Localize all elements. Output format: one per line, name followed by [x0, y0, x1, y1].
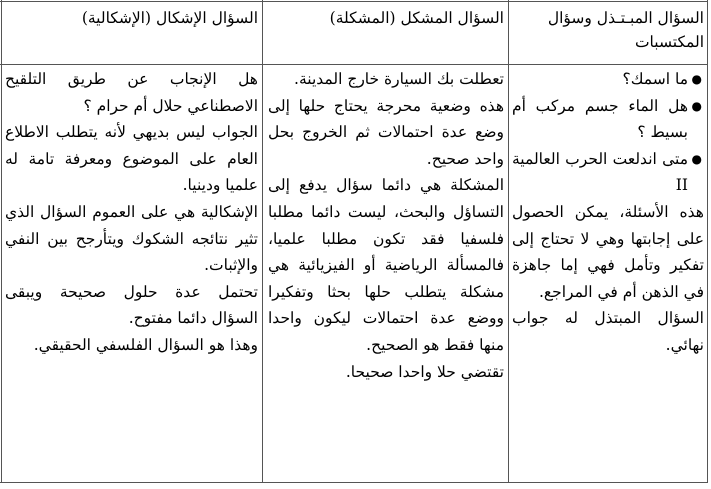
table-border-top [0, 1, 708, 2]
paragraph: المشكلة هي دائما سؤال يدفع إلى التساؤل والبحث، ليست دائما مطلبا فلسفيا فقد تكون مطلبا علميا، فالمسألة الرياضية أو الفيزيائية هي مشكلة يتطلب حلها بحثا وتفكيرا ووضع عدة احتمالات ليكون واحدا منها فقط هو الصحيح. [268, 176, 504, 354]
bullet-icon: ● [691, 98, 702, 113]
bullet-icon: ● [691, 151, 702, 166]
table-border-left [1, 0, 2, 483]
paragraph: هل الإنجاب عن طريق التلقيح الاصطناعي حلال أم حرام ؟ [5, 70, 258, 115]
table-border-bottom [0, 482, 708, 483]
list-item: ● متى اندلعت الحرب العالمية II [512, 146, 704, 199]
table-divider-left [262, 0, 263, 483]
header-problematic-question: السؤال الإشكال (الإشكالية) [81, 9, 258, 27]
paragraph: تحتمل عدة حلول صحيحة ويبقى السؤال دائما مفتوح. [5, 282, 258, 328]
header-problem-question: السؤال المشكل (المشكلة) [329, 9, 504, 27]
problem-question-cell [268, 66, 504, 385]
paragraph: وهذا هو السؤال الفلسفي الحقيقي. [33, 335, 258, 354]
paragraph: هذه وضعية محرجة يحتاج حلها إلى وضع عدة احتمالات ثم الخروج بحل واحد صحيح. [268, 96, 504, 168]
list-item: ● ما اسمك؟ [512, 66, 704, 93]
paragraph: الإشكالية هي على العموم السؤال الذي تثير نتائجه الشكوك ويتأرجح بين النفي والإثبات. [5, 202, 258, 275]
header-banal-question: السؤال المبـتـذل وسؤال المكتسبات [547, 9, 704, 51]
bullet-icon: ● [691, 72, 702, 86]
paragraph: تقتضي حلا واحدا صحيحا. [345, 362, 504, 381]
paragraph: الجواب ليس بديهي لأنه يتطلب الاطلاع العام على الموضوع ومعرفة تامة له علميا ودينيا. [5, 123, 258, 195]
header-divider [0, 64, 708, 65]
problematic-question-cell [5, 66, 258, 359]
table-divider-right [508, 0, 509, 483]
paragraph: تعطلت بك السيارة خارج المدينة. [294, 70, 504, 88]
banal-question-cell [512, 66, 704, 359]
paragraph: هذه الأسئلة، يمكن الحصول على إجابتها وهي لا تحتاج إلى تفكير وتأمل فهي إما جاهزة في الذهن أم في المراجع. [512, 202, 704, 301]
table-border-right [707, 0, 708, 483]
paragraph: السؤال المبتذل له جواب نهائي. [512, 309, 704, 354]
list-item: ● هل الماء جسم مركب أم بسيط ؟ [512, 93, 704, 146]
